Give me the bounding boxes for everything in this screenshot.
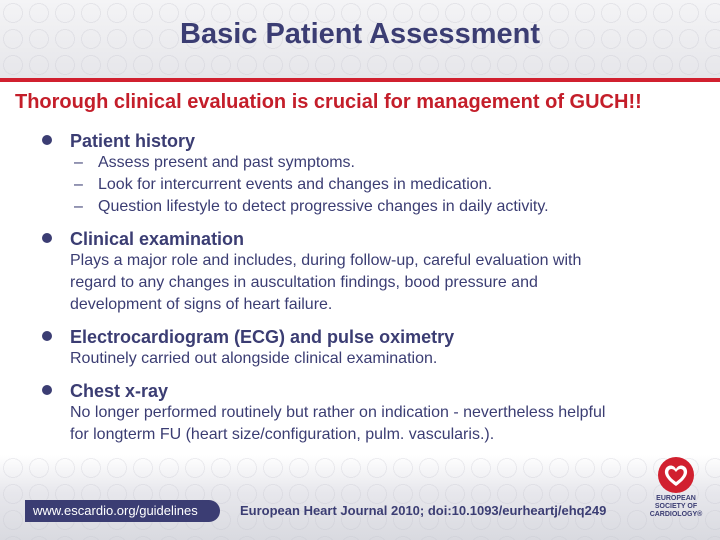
guidelines-url[interactable]: www.escardio.org/guidelines bbox=[33, 503, 198, 518]
header-divider bbox=[0, 78, 720, 82]
journal-citation: European Heart Journal 2010; doi:10.1093/eurheartj/ehq249 bbox=[240, 503, 607, 518]
item-title: Clinical examination bbox=[70, 229, 245, 249]
sub-item: – Look for intercurrent events and changes in medication. bbox=[70, 174, 700, 196]
item-ecg bbox=[40, 326, 700, 370]
bullet-icon bbox=[42, 135, 52, 145]
item-clinical-examination bbox=[40, 228, 700, 316]
bullet-icon bbox=[42, 233, 52, 243]
logo-line: EUROPEAN bbox=[656, 495, 696, 502]
item-text-line: for longterm FU (heart size/configuration, pulm. vascularis.). bbox=[70, 426, 495, 443]
item-chest-xray bbox=[40, 380, 700, 446]
dash-icon: – bbox=[74, 154, 83, 171]
item-title: Electrocardiogram (ECG) and pulse oximetry bbox=[70, 327, 455, 347]
header-band bbox=[0, 0, 720, 78]
item-text-line: Routinely carried out alongside clinical examination. bbox=[70, 350, 438, 367]
sub-item: – Question lifestyle to detect progressive changes in daily activity. bbox=[70, 196, 700, 218]
page-title: Basic Patient Assessment bbox=[180, 18, 540, 50]
bullet-list bbox=[40, 130, 700, 446]
esc-logo bbox=[640, 455, 712, 535]
dash-icon: – bbox=[74, 176, 83, 193]
footer-band bbox=[0, 455, 720, 540]
footer-pattern bbox=[0, 455, 720, 540]
sub-list bbox=[70, 152, 700, 218]
logo-line: CARDIOLOGY® bbox=[649, 511, 703, 518]
heart-logo-icon bbox=[656, 455, 696, 495]
item-patient-history bbox=[40, 130, 700, 218]
slide-subtitle: Thorough clinical evaluation is crucial for management of GUCH!! bbox=[15, 91, 642, 113]
guidelines-link[interactable] bbox=[25, 500, 220, 522]
item-title: Chest x-ray bbox=[70, 381, 169, 401]
item-text-line: Plays a major role and includes, during follow-up, careful evaluation with bbox=[70, 252, 582, 269]
item-text-line: regard to any changes in auscultation findings, bood pressure and bbox=[70, 274, 538, 291]
sub-item: – Assess present and past symptoms. bbox=[70, 152, 700, 174]
bullet-icon bbox=[42, 331, 52, 341]
dash-icon: – bbox=[74, 198, 83, 215]
item-text-line: development of signs of heart failure. bbox=[70, 296, 333, 313]
bullet-icon bbox=[42, 385, 52, 395]
logo-line: SOCIETY OF bbox=[654, 503, 698, 510]
item-title: Patient history bbox=[70, 131, 196, 151]
item-text-line: No longer performed routinely but rather on indication - nevertheless helpful bbox=[70, 404, 606, 421]
